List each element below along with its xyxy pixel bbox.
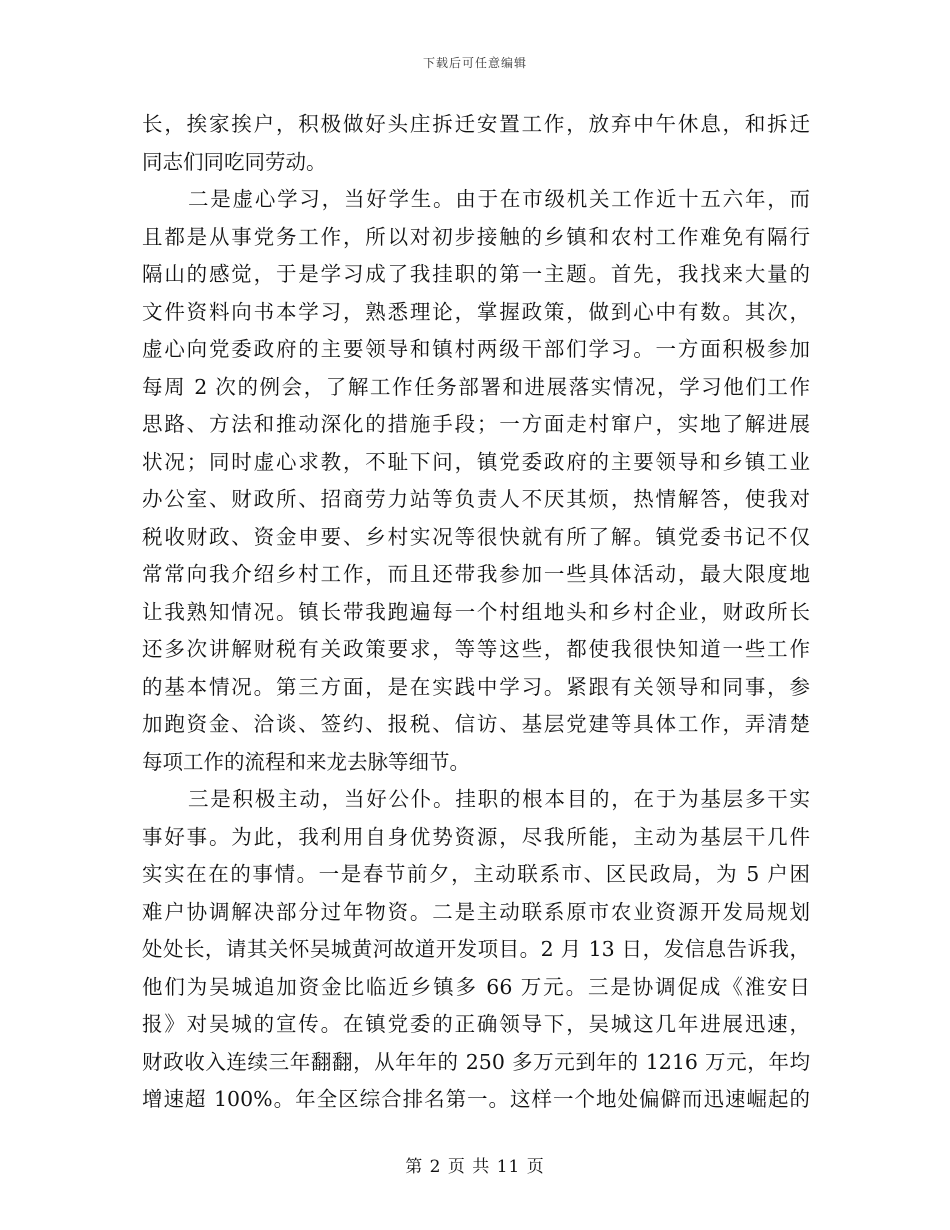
text-line: 财政收入连续三年翻翻，从年年的 250 多万元到年的 1216 万元，年均 xyxy=(142,1049,810,1074)
text-line: 常常向我介绍乡村工作，而且还带我参加一些具体活动，最大限度地 xyxy=(142,562,810,586)
document-body xyxy=(142,106,810,1119)
text-line: 增速超 100%。年全区综合排名第一。这样一个地处偏僻而迅速崛起的 xyxy=(142,1087,810,1111)
text-line: 让我熟知情况。镇长带我跑遍每一个村组地头和乡村企业，财政所长 xyxy=(142,599,810,624)
text-line: 还多次讲解财税有关政策要求，等等这些，都使我很快知道一些工作 xyxy=(142,637,810,661)
text-line: 实实在在的事情。一是春节前夕，主动联系市、区民政局，为 5 户困 xyxy=(142,862,810,886)
text-line: 状况；同时虚心求教，不耻下问，镇党委政府的主要领导和乡镇工业 xyxy=(142,449,810,474)
text-line: 每周 2 次的例会，了解工作任务部署和进展落实情况，学习他们工作 xyxy=(142,374,810,399)
text-line: 处处长，请其关怀吴城黄河故道开发项目。2 月 13 日，发信息告诉我， xyxy=(142,937,810,961)
text-line: 事好事。为此，我利用自身优势资源，尽我所能，主动为基层干几件 xyxy=(142,824,810,849)
text-line: 且都是从事党务工作，所以对初步接触的乡镇和农村工作难免有隔行 xyxy=(142,224,810,249)
text-line: 税收财政、资金申要、乡村实况等很快就有所了解。镇党委书记不仅 xyxy=(142,524,810,549)
text-line: 难户协调解决部分过年物资。二是主动联系原市农业资源开发局规划 xyxy=(142,899,810,924)
text-line: 虚心向党委政府的主要领导和镇村两级干部们学习。一方面积极参加 xyxy=(142,337,810,361)
paragraph-start-line: 二是虚心学习，当好学生。由于在市级机关工作近十五六年，而 xyxy=(188,187,810,211)
text-line: 加跑资金、洽谈、签约、报税、信访、基层党建等具体工作，弄清楚 xyxy=(142,712,810,736)
text-line: 思路、方法和推动深化的措施手段；一方面走村窜户，实地了解进展 xyxy=(142,412,810,436)
text-line: 他们为吴城追加资金比临近乡镇多 66 万元。三是协调促成《淮安日 xyxy=(142,974,810,999)
text-line: 办公室、财政所、招商劳力站等负责人不厌其烦，热情解答，使我对 xyxy=(142,487,810,511)
text-line: 文件资料向书本学习，熟悉理论，掌握政策，做到心中有数。其次， xyxy=(142,299,810,324)
text-line: 报》对吴城的宣传。在镇党委的正确领导下，吴城这几年进展迅速， xyxy=(142,1012,810,1036)
text-line: 的基本情况。第三方面，是在实践中学习。紧跟有关领导和同事，参 xyxy=(142,674,810,699)
text-line: 长，挨家挨户，积极做好头庄拆迁安置工作，放弃中午休息，和拆迁 xyxy=(142,112,810,136)
page-header-note: 下载后可任意编辑 xyxy=(422,56,527,70)
text-line: 同志们同吃同劳动。 xyxy=(142,149,327,174)
text-line: 每项工作的流程和来龙去脉等细节。 xyxy=(142,749,470,774)
paragraph-start-line: 三是积极主动，当好公仆。挂职的根本目的，在于为基层多干实 xyxy=(188,787,810,811)
text-line: 隔山的感觉，于是学习成了我挂职的第一主题。首先，我找来大量的 xyxy=(142,262,810,286)
page-footer-number: 第 2 页 共 11 页 xyxy=(405,1157,545,1177)
